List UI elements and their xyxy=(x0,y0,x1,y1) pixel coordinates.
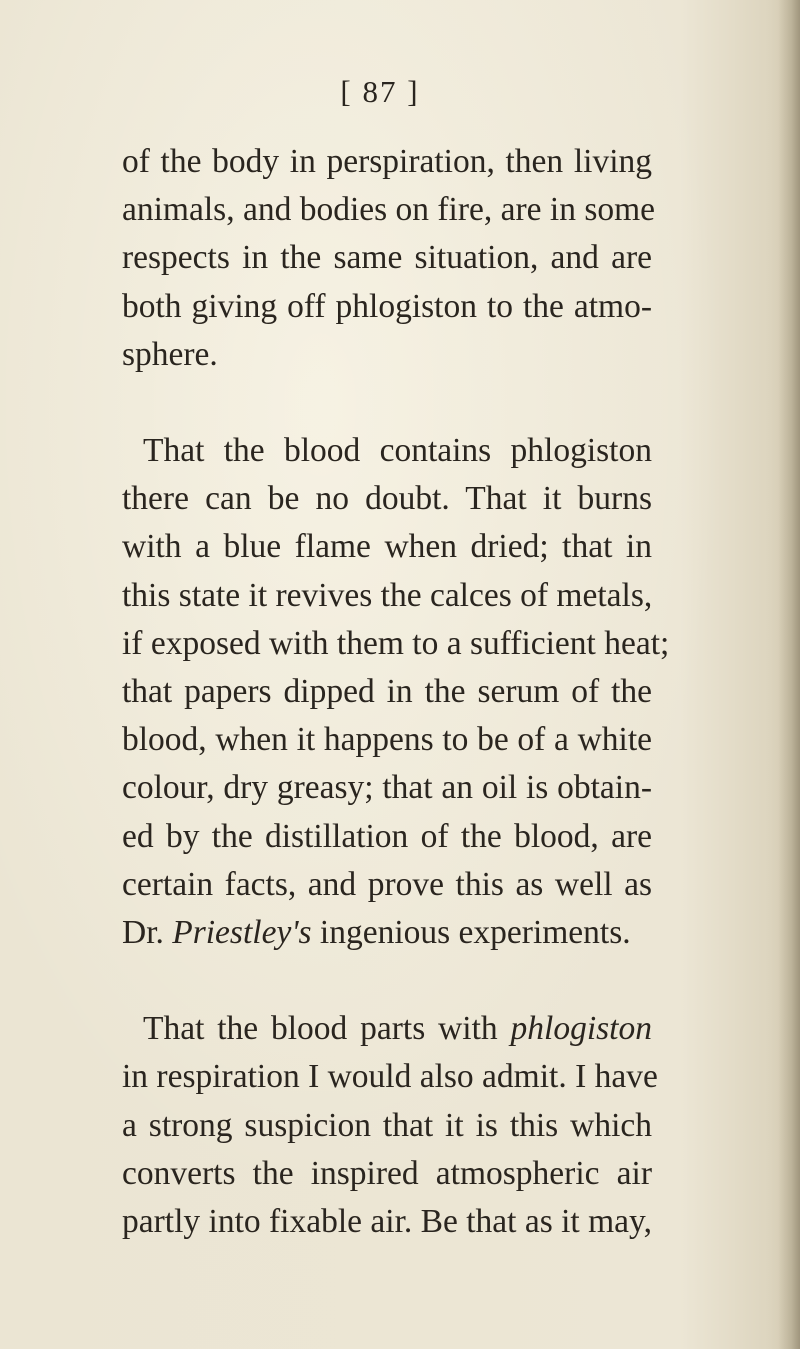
text-fragment: ingenious experiments. xyxy=(311,914,631,952)
text-line: there can be no doubt. That it burns xyxy=(122,480,652,518)
text-line: respects in the same situation, and are xyxy=(122,239,652,277)
text-fragment: That the blood parts with xyxy=(143,1010,511,1048)
paragraph-3 xyxy=(122,1005,658,1246)
text-line xyxy=(122,1005,652,1053)
page-number-header: [ 87 ] xyxy=(340,74,420,109)
text-line: sphere. xyxy=(122,335,218,373)
text-line: in respiration I would also admit. I have xyxy=(122,1058,658,1096)
text-line: partly into fixable air. Be that as it may, xyxy=(122,1203,652,1241)
italic-term: phlogiston xyxy=(510,1010,652,1048)
text-line: with a blue flame when dried; that in xyxy=(122,528,652,566)
text-line: if exposed with them to a sufficient heat; xyxy=(122,624,670,662)
text-line: both giving off phlogiston to the atmo- xyxy=(122,287,652,325)
text-line xyxy=(122,909,652,957)
text-line: converts the inspired atmospheric air xyxy=(122,1154,652,1192)
text-line: blood, when it happens to be of a white xyxy=(122,721,652,759)
text-line: this state it revives the calces of metals, xyxy=(122,576,653,614)
paragraph-1 xyxy=(122,138,656,379)
paragraph-2 xyxy=(122,427,670,957)
body-text xyxy=(122,138,670,1246)
text-line: That the blood contains phlogiston xyxy=(143,432,652,470)
page-binding-shadow xyxy=(778,0,800,1349)
text-line: certain facts, and prove this as well as xyxy=(122,865,652,903)
text-line: ed by the distillation of the blood, are xyxy=(122,817,652,855)
text-fragment: Dr. xyxy=(122,914,173,952)
text-line: a strong suspicion that it is this which xyxy=(122,1106,652,1144)
paragraph-gap xyxy=(122,379,652,427)
text-line: animals, and bodies on fire, are in some xyxy=(122,191,656,229)
paragraph-gap xyxy=(122,957,652,1005)
text-line: colour, dry greasy; that an oil is obtain- xyxy=(122,769,652,807)
italic-name: Priestley's xyxy=(172,914,312,952)
text-line: that papers dipped in the serum of the xyxy=(122,673,652,711)
text-line: of the body in perspiration, then living xyxy=(122,143,652,180)
